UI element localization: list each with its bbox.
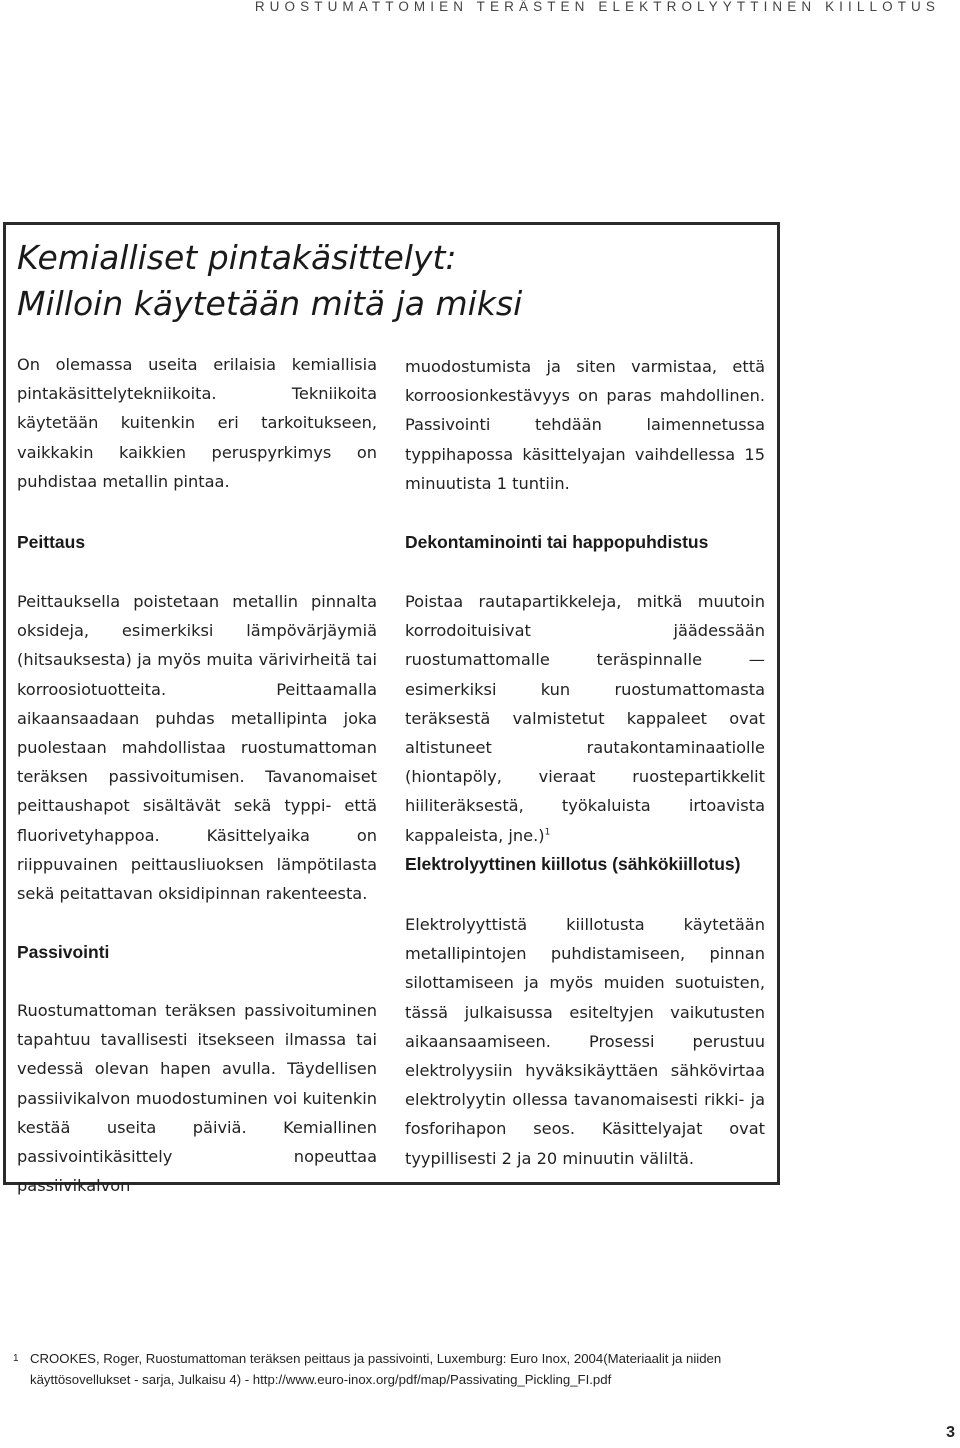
title-line-1: Kemialliset pintakäsittelyt: [17, 238, 457, 277]
page-number: 3 [946, 1424, 955, 1441]
title-line-2: Milloin käytetään mitä ja miksi [17, 284, 523, 323]
footnote [13, 1348, 783, 1390]
elektro-heading-wrap [405, 850, 765, 879]
footnote-text: CROOKES, Roger, Ruostumattoman teräksen peittaus ja passivointi, Luxemburg: Euro Inox, 2004(Materiaalit ja niiden käyttösovellukset - sarja, Julkaisu 4) - http://www.euro-inox.org/pdf/map/Passivating_Pickling_FI.pdf [30, 1351, 722, 1387]
peittaus-paragraph: Peittauksella poistetaan metallin pinnalta oksideja, esimerkiksi lämpövärjäymiä (hitsauksesta) ja myös muita värivirheitä tai korroosiotuotteita. Peittaamalla aikaansaadaan puhdas metallipinta joka puolestaan mahdollistaa ruostumattoman teräksen passivoitumisen. Tavanomaiset peittaushapot sisältävät sekä typpi- että fluorivetyhappoa. Käsittelyaika on riippuvainen peittausliuoksen lämpötilasta sekä peitattavan oksidipinnan rakenteesta. [17, 592, 377, 904]
passivointi-continuation: muodostumista ja siten varmistaa, että korroosionkestävyys on paras mahdollinen. Passivointi tehdään laimennetussa typpihapossa käsittelyajan vaihdellessa 15 minuutista 1 tuntiin. [405, 357, 765, 493]
intro-paragraph: On olemassa useita erilaisia kemiallisia pintakäsittelytekniikoita. Tekniikoita käytetään kuitenkin eri tarkoitukseen, vaikkakin kaikkien peruspyrkimys on puhdistaa metallin pintaa. [17, 355, 377, 491]
passivointi-paragraph: Ruostumattoman teräksen passivoituminen tapahtuu tavallisesti itsekseen ilmassa tai vedessä olevan hapen avulla. Täydellisen passiivikalvon muodostuminen voi kuitenkin kestää useita päiviä. Kemiallinen passivointikäsittely nopeuttaa passiivikalvon [17, 1001, 377, 1196]
passivointi-continuation-wrap [405, 352, 765, 498]
passivointi-heading: Passivointi [17, 942, 110, 962]
peittaus-heading-wrap [17, 528, 377, 557]
dekont-heading-wrap [405, 528, 765, 557]
passivointi-heading-wrap [17, 938, 377, 967]
passivointi-paragraph-wrap [17, 996, 377, 1200]
intro-paragraph-wrap [17, 350, 377, 496]
dekont-heading: Dekontaminointi tai happopuhdistus [405, 532, 709, 552]
elektro-heading: Elektrolyyttinen kiillotus (sähkökiillotus) [405, 854, 741, 874]
peittaus-paragraph-wrap [17, 587, 377, 908]
peittaus-heading: Peittaus [17, 532, 86, 552]
dekont-text: Poistaa rautapartikkeleja, mitkä muutoin korrodoituisivat jäädessään ruostumattomalle teräspinnalle — esimerkiksi kun ruostumattomasta teräksestä valmistetut kappaleet ovat altistuneet rautakontaminaatiolle (hiontapöly, vieraat ruostepartikkelit hiiliteräksestä, työkaluista irtoavista kappaleista, jne.) [405, 592, 765, 845]
elektro-paragraph: Elektrolyyttistä kiillotusta käytetään metallipintojen puhdistamiseen, pinnan silottamiseen ja myös muiden suotuisten, tässä julkaisussa esiteltyjen vaikutusten aikaansaamiseen. Prosessi perustuu elektrolyysiin hyväksikäyttäen sähkövirtaa elektrolyytin ollessa tavanomaisesti rikki- ja fosforihapon seos. Käsittelyajat ovat tyypillisesti 2 ja 20 minuutin väliltä. [405, 915, 765, 1168]
page-title [17, 235, 522, 327]
footnote-reference: 1 [544, 827, 551, 838]
dekont-paragraph-wrap [405, 587, 765, 850]
running-header: RUOSTUMATTOMIEN TERÄSTEN ELEKTROLYYTTINEN KIILLOTUS [254, 0, 940, 14]
footnote-mark: 1 [13, 1353, 19, 1364]
dekont-paragraph [405, 587, 765, 850]
elektro-paragraph-wrap [405, 910, 765, 1173]
